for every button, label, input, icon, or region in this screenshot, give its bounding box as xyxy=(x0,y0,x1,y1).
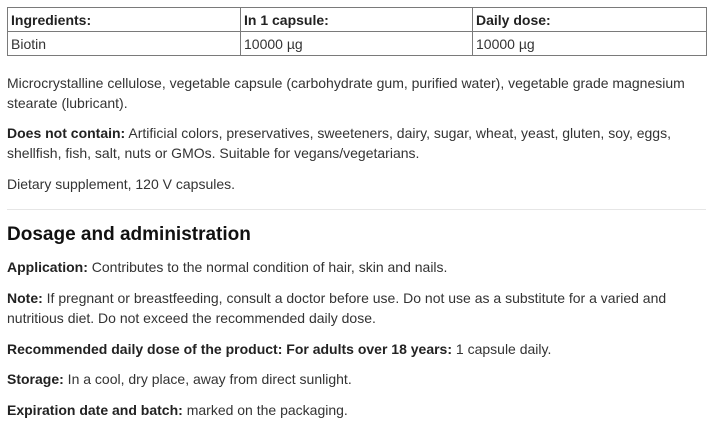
application-label: Application: xyxy=(7,259,88,275)
header-daily-dose: Daily dose: xyxy=(473,8,707,32)
does-not-contain-text: Artificial colors, preservatives, sweeteners, dairy, sugar, wheat, yeast, gluten, soy, eggs, shellfish, fish, salt, nuts or GMOs. Suitable for vegans/vegetarians. xyxy=(7,125,671,161)
expiration-label: Expiration date and batch: xyxy=(7,402,183,418)
supplement-note xyxy=(7,174,707,194)
recommended-dose-label: Recommended daily dose of the product: xyxy=(7,341,283,357)
storage xyxy=(7,369,707,389)
note-text: If pregnant or breastfeeding, consult a doctor before use. Do not use as a substitute for a varied and nutritious diet. Do not exceed the recommended daily dose. xyxy=(7,290,667,326)
other-ingredients-text: Microcrystalline cellulose, vegetable capsule (carbohydrate gum, purified water), vegetable grade magnesium stearate (lubricant). xyxy=(7,75,685,111)
application-text: Contributes to the normal condition of hair, skin and nails. xyxy=(87,259,448,275)
recommended-dose xyxy=(7,339,707,359)
ingredients-table xyxy=(7,7,707,56)
note xyxy=(7,288,707,328)
storage-label: Storage: xyxy=(7,371,64,387)
section-title: Dosage and administration xyxy=(7,224,251,245)
header-per-capsule: In 1 capsule: xyxy=(241,8,473,32)
header-ingredients: Ingredients: xyxy=(8,8,241,32)
other-ingredients xyxy=(7,73,707,113)
ingredient-per-capsule: 10000 µg xyxy=(241,32,473,56)
table-row xyxy=(8,32,707,56)
ingredient-name: Biotin xyxy=(8,32,241,56)
ingredient-daily-dose: 10000 µg xyxy=(473,32,707,56)
supplement-note-text: Dietary supplement, 120 V capsules. xyxy=(7,176,236,192)
expiration xyxy=(7,400,707,420)
does-not-contain xyxy=(7,123,707,163)
expiration-text: marked on the packaging. xyxy=(182,402,348,418)
table-header-row xyxy=(8,8,707,32)
recommended-dose-sublabel: For adults over 18 years: xyxy=(282,341,453,357)
storage-text: In a cool, dry place, away from direct sunlight. xyxy=(63,371,352,387)
recommended-dose-text: 1 capsule daily. xyxy=(452,341,552,357)
section-divider xyxy=(7,209,706,210)
does-not-contain-label: Does not contain: xyxy=(7,125,126,141)
note-label: Note: xyxy=(7,290,43,306)
application xyxy=(7,257,707,277)
